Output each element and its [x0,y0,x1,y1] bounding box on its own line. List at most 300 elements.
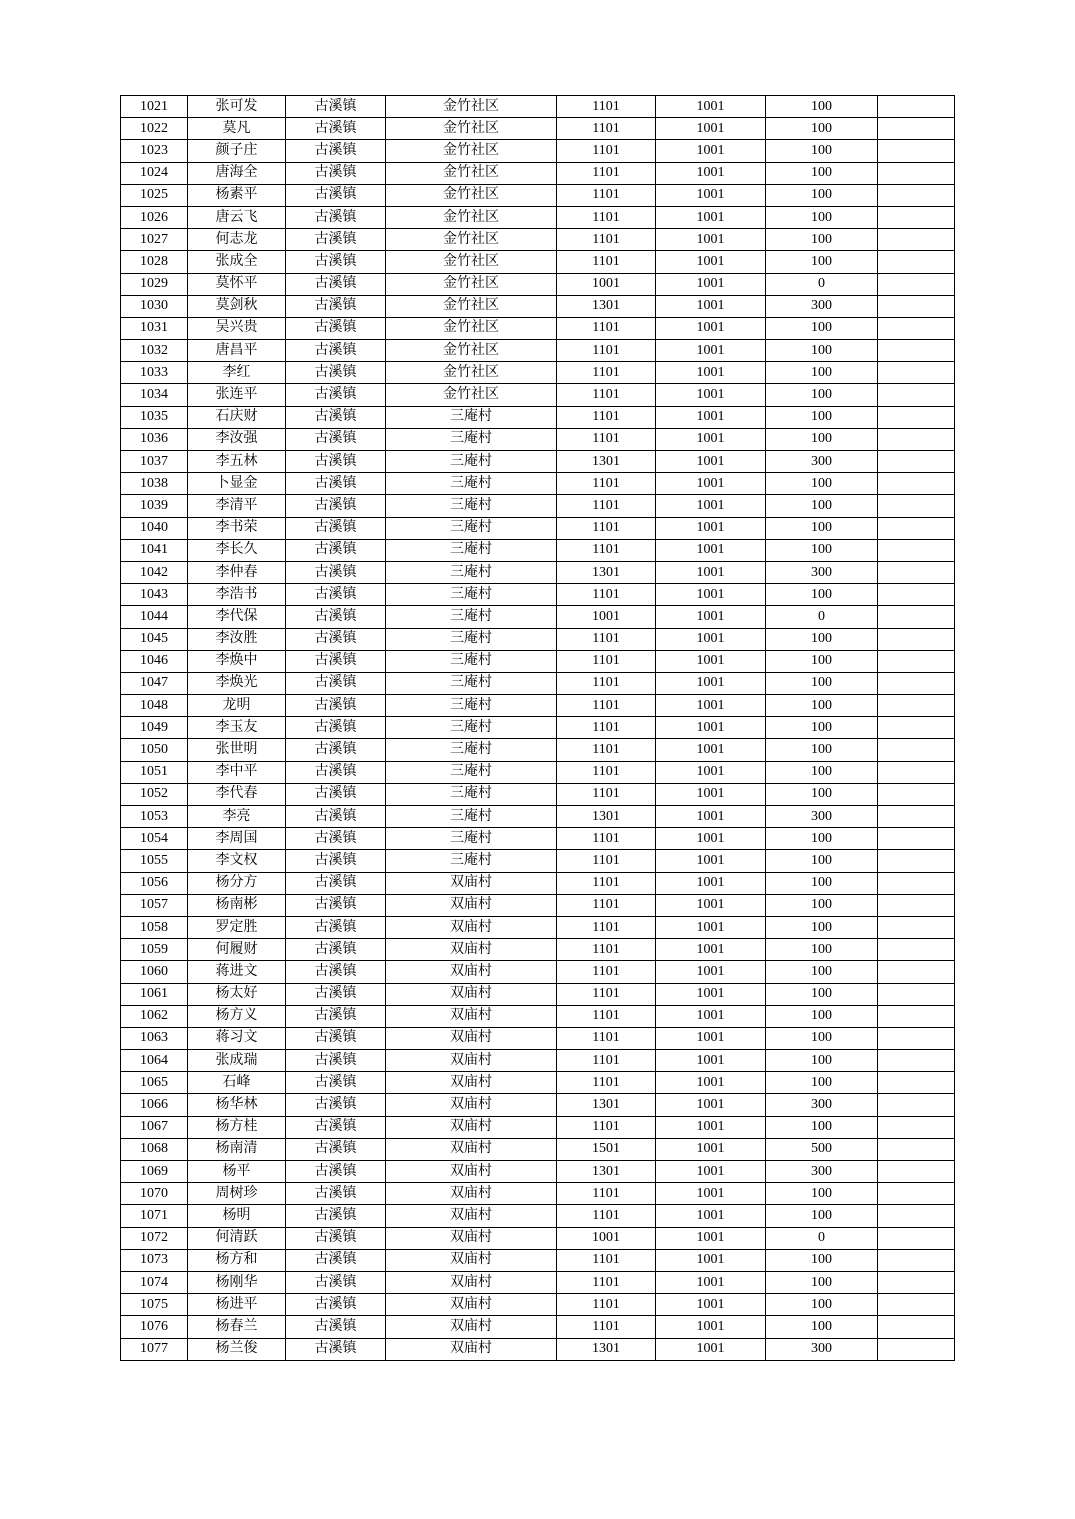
table-row [121,140,955,162]
cell-value2: 1001 [656,894,766,916]
cell-value3: 100 [766,495,878,517]
cell-value2: 1001 [656,118,766,140]
cell-empty [878,539,955,561]
table-row [121,162,955,184]
table-row [121,1094,955,1116]
cell-value3: 100 [766,1294,878,1316]
cell-value2: 1001 [656,1138,766,1160]
cell-village: 双庙村 [386,1050,557,1072]
cell-village: 三庵村 [386,495,557,517]
cell-value1: 1101 [557,1005,656,1027]
cell-name: 何志龙 [188,229,286,251]
cell-value2: 1001 [656,939,766,961]
table-row [121,1227,955,1249]
cell-value3: 100 [766,473,878,495]
table-row [121,916,955,938]
cell-village: 金竹社区 [386,162,557,184]
cell-empty [878,1271,955,1293]
cell-value1: 1301 [557,295,656,317]
cell-index: 1026 [121,206,188,228]
cell-index: 1024 [121,162,188,184]
cell-empty [878,406,955,428]
cell-village: 金竹社区 [386,295,557,317]
cell-index: 1021 [121,96,188,118]
cell-town: 古溪镇 [286,251,386,273]
cell-town: 古溪镇 [286,1050,386,1072]
cell-empty [878,1161,955,1183]
cell-index: 1058 [121,916,188,938]
cell-village: 三庵村 [386,717,557,739]
cell-empty [878,1094,955,1116]
cell-name: 李代保 [188,606,286,628]
cell-town: 古溪镇 [286,362,386,384]
cell-name: 李五林 [188,451,286,473]
table-row [121,961,955,983]
cell-index: 1055 [121,850,188,872]
table-row [121,739,955,761]
cell-village: 双庙村 [386,872,557,894]
cell-index: 1030 [121,295,188,317]
table-row [121,1072,955,1094]
cell-empty [878,1005,955,1027]
cell-value1: 1101 [557,983,656,1005]
cell-value3: 100 [766,539,878,561]
cell-index: 1035 [121,406,188,428]
cell-town: 古溪镇 [286,1183,386,1205]
cell-value2: 1001 [656,961,766,983]
table-row [121,1249,955,1271]
cell-name: 唐海全 [188,162,286,184]
cell-value1: 1301 [557,561,656,583]
table-row [121,1183,955,1205]
cell-town: 古溪镇 [286,1316,386,1338]
cell-value1: 1101 [557,340,656,362]
cell-index: 1057 [121,894,188,916]
cell-value3: 100 [766,761,878,783]
cell-village: 三庵村 [386,406,557,428]
cell-empty [878,251,955,273]
cell-index: 1060 [121,961,188,983]
cell-index: 1039 [121,495,188,517]
cell-index: 1028 [121,251,188,273]
cell-value1: 1101 [557,473,656,495]
cell-name: 杨南清 [188,1138,286,1160]
cell-town: 古溪镇 [286,1072,386,1094]
cell-value1: 1101 [557,1294,656,1316]
cell-value2: 1001 [656,584,766,606]
cell-value1: 1101 [557,783,656,805]
cell-index: 1037 [121,451,188,473]
cell-town: 古溪镇 [286,206,386,228]
cell-name: 李亮 [188,806,286,828]
cell-value2: 1001 [656,1094,766,1116]
cell-empty [878,894,955,916]
cell-name: 龙明 [188,695,286,717]
cell-index: 1051 [121,761,188,783]
cell-index: 1040 [121,517,188,539]
cell-town: 古溪镇 [286,717,386,739]
cell-value3: 100 [766,96,878,118]
cell-value3: 100 [766,672,878,694]
cell-empty [878,428,955,450]
cell-town: 古溪镇 [286,1005,386,1027]
cell-village: 双庙村 [386,1294,557,1316]
cell-value1: 1101 [557,672,656,694]
cell-value2: 1001 [656,650,766,672]
cell-value3: 100 [766,916,878,938]
cell-empty [878,162,955,184]
cell-value3: 100 [766,428,878,450]
cell-value2: 1001 [656,1249,766,1271]
cell-value1: 1101 [557,206,656,228]
cell-town: 古溪镇 [286,850,386,872]
cell-value2: 1001 [656,828,766,850]
cell-value3: 100 [766,783,878,805]
cell-village: 双庙村 [386,1183,557,1205]
cell-empty [878,939,955,961]
cell-name: 蒋习文 [188,1027,286,1049]
cell-value2: 1001 [656,983,766,1005]
table-row [121,672,955,694]
cell-value1: 1301 [557,1161,656,1183]
cell-name: 李代春 [188,783,286,805]
cell-index: 1044 [121,606,188,628]
cell-value1: 1101 [557,717,656,739]
table-row [121,806,955,828]
cell-town: 古溪镇 [286,96,386,118]
cell-name: 蒋进文 [188,961,286,983]
cell-town: 古溪镇 [286,1138,386,1160]
cell-value2: 1001 [656,739,766,761]
table-row [121,473,955,495]
cell-value2: 1001 [656,1183,766,1205]
cell-index: 1062 [121,1005,188,1027]
cell-name: 张连平 [188,384,286,406]
cell-value3: 100 [766,1316,878,1338]
table-row [121,229,955,251]
cell-index: 1053 [121,806,188,828]
cell-town: 古溪镇 [286,828,386,850]
cell-name: 杨明 [188,1205,286,1227]
cell-value1: 1101 [557,495,656,517]
table-row [121,717,955,739]
table-row [121,695,955,717]
cell-town: 古溪镇 [286,650,386,672]
cell-empty [878,806,955,828]
cell-value2: 1001 [656,162,766,184]
cell-value2: 1001 [656,473,766,495]
cell-empty [878,695,955,717]
cell-value2: 1001 [656,251,766,273]
cell-value3: 100 [766,1050,878,1072]
cell-index: 1038 [121,473,188,495]
cell-empty [878,96,955,118]
cell-town: 古溪镇 [286,961,386,983]
cell-village: 三庵村 [386,828,557,850]
cell-value1: 1001 [557,606,656,628]
table-row [121,872,955,894]
cell-value3: 100 [766,828,878,850]
cell-value2: 1001 [656,451,766,473]
table-row [121,606,955,628]
cell-village: 双庙村 [386,1027,557,1049]
cell-town: 古溪镇 [286,1227,386,1249]
cell-index: 1072 [121,1227,188,1249]
table-row [121,118,955,140]
cell-value2: 1001 [656,717,766,739]
table-row [121,340,955,362]
cell-empty [878,828,955,850]
cell-value1: 1101 [557,184,656,206]
cell-value3: 100 [766,184,878,206]
cell-value1: 1101 [557,1249,656,1271]
cell-index: 1050 [121,739,188,761]
cell-village: 双庙村 [386,1249,557,1271]
cell-empty [878,317,955,339]
cell-value1: 1101 [557,406,656,428]
cell-village: 金竹社区 [386,340,557,362]
cell-town: 古溪镇 [286,495,386,517]
cell-town: 古溪镇 [286,1027,386,1049]
cell-value2: 1001 [656,1050,766,1072]
cell-value3: 100 [766,939,878,961]
cell-town: 古溪镇 [286,406,386,428]
cell-town: 古溪镇 [286,1294,386,1316]
cell-index: 1029 [121,273,188,295]
cell-value3: 300 [766,451,878,473]
cell-value1: 1101 [557,384,656,406]
cell-value1: 1101 [557,761,656,783]
cell-value2: 1001 [656,850,766,872]
cell-value2: 1001 [656,695,766,717]
cell-name: 杨春兰 [188,1316,286,1338]
cell-village: 金竹社区 [386,206,557,228]
cell-value2: 1001 [656,761,766,783]
cell-value1: 1101 [557,162,656,184]
cell-value3: 100 [766,340,878,362]
table-row [121,317,955,339]
cell-village: 三庵村 [386,473,557,495]
cell-village: 金竹社区 [386,273,557,295]
cell-name: 李浩书 [188,584,286,606]
cell-value3: 100 [766,695,878,717]
cell-value2: 1001 [656,916,766,938]
cell-value2: 1001 [656,1338,766,1360]
cell-village: 三庵村 [386,539,557,561]
cell-value2: 1001 [656,229,766,251]
cell-value2: 1001 [656,140,766,162]
cell-name: 李周国 [188,828,286,850]
cell-value3: 300 [766,295,878,317]
cell-index: 1022 [121,118,188,140]
cell-name: 石庆财 [188,406,286,428]
cell-value3: 500 [766,1138,878,1160]
cell-value2: 1001 [656,606,766,628]
cell-empty [878,783,955,805]
cell-value1: 1501 [557,1138,656,1160]
cell-town: 古溪镇 [286,473,386,495]
cell-town: 古溪镇 [286,539,386,561]
table-row [121,273,955,295]
cell-town: 古溪镇 [286,761,386,783]
cell-index: 1032 [121,340,188,362]
cell-value1: 1101 [557,1205,656,1227]
cell-empty [878,1183,955,1205]
cell-value3: 100 [766,1072,878,1094]
cell-index: 1077 [121,1338,188,1360]
table-row [121,983,955,1005]
cell-value3: 100 [766,894,878,916]
cell-village: 双庙村 [386,1072,557,1094]
cell-name: 周树珍 [188,1183,286,1205]
cell-value3: 100 [766,961,878,983]
table-row [121,451,955,473]
cell-value2: 1001 [656,340,766,362]
cell-value2: 1001 [656,872,766,894]
cell-town: 古溪镇 [286,1338,386,1360]
cell-village: 双庙村 [386,983,557,1005]
cell-index: 1027 [121,229,188,251]
cell-index: 1043 [121,584,188,606]
cell-name: 杨南彬 [188,894,286,916]
cell-value3: 100 [766,229,878,251]
cell-town: 古溪镇 [286,1116,386,1138]
cell-village: 三庵村 [386,517,557,539]
table-row [121,783,955,805]
cell-value1: 1101 [557,229,656,251]
cell-empty [878,584,955,606]
cell-village: 金竹社区 [386,251,557,273]
cell-empty [878,517,955,539]
table-row [121,1316,955,1338]
cell-value2: 1001 [656,1116,766,1138]
cell-value2: 1001 [656,1027,766,1049]
cell-village: 三庵村 [386,650,557,672]
cell-empty [878,606,955,628]
cell-index: 1073 [121,1249,188,1271]
cell-town: 古溪镇 [286,783,386,805]
cell-value3: 100 [766,717,878,739]
cell-town: 古溪镇 [286,295,386,317]
cell-village: 金竹社区 [386,384,557,406]
cell-village: 双庙村 [386,961,557,983]
cell-value2: 1001 [656,517,766,539]
cell-town: 古溪镇 [286,384,386,406]
cell-empty [878,1227,955,1249]
cell-index: 1071 [121,1205,188,1227]
cell-index: 1025 [121,184,188,206]
cell-town: 古溪镇 [286,695,386,717]
cell-town: 古溪镇 [286,1094,386,1116]
cell-empty [878,961,955,983]
cell-name: 张世明 [188,739,286,761]
cell-value1: 1101 [557,739,656,761]
table-row [121,206,955,228]
cell-value3: 100 [766,384,878,406]
cell-town: 古溪镇 [286,894,386,916]
cell-empty [878,761,955,783]
cell-name: 李焕光 [188,672,286,694]
cell-empty [878,1205,955,1227]
cell-value1: 1101 [557,628,656,650]
cell-name: 罗定胜 [188,916,286,938]
table-row [121,184,955,206]
table-row [121,1005,955,1027]
table-row [121,1205,955,1227]
cell-index: 1041 [121,539,188,561]
cell-value1: 1101 [557,1271,656,1293]
cell-empty [878,739,955,761]
cell-value1: 1301 [557,451,656,473]
cell-value2: 1001 [656,362,766,384]
cell-value3: 100 [766,1183,878,1205]
cell-value2: 1001 [656,539,766,561]
table-row [121,295,955,317]
cell-name: 莫剑秋 [188,295,286,317]
cell-value2: 1001 [656,1205,766,1227]
table-row [121,850,955,872]
cell-name: 张成全 [188,251,286,273]
cell-empty [878,872,955,894]
cell-index: 1066 [121,1094,188,1116]
table-row [121,1050,955,1072]
cell-village: 双庙村 [386,1005,557,1027]
cell-name: 杨分方 [188,872,286,894]
cell-village: 三庵村 [386,672,557,694]
cell-village: 金竹社区 [386,96,557,118]
cell-value1: 1101 [557,828,656,850]
cell-village: 双庙村 [386,1271,557,1293]
cell-value1: 1101 [557,850,656,872]
cell-town: 古溪镇 [286,983,386,1005]
cell-value3: 100 [766,1005,878,1027]
cell-village: 金竹社区 [386,140,557,162]
cell-value3: 300 [766,1161,878,1183]
cell-index: 1036 [121,428,188,450]
cell-town: 古溪镇 [286,628,386,650]
cell-empty [878,1050,955,1072]
cell-village: 双庙村 [386,894,557,916]
cell-empty [878,850,955,872]
cell-value1: 1101 [557,1072,656,1094]
cell-empty [878,1294,955,1316]
table-row [121,561,955,583]
cell-village: 金竹社区 [386,362,557,384]
cell-village: 双庙村 [386,916,557,938]
cell-index: 1056 [121,872,188,894]
table-row [121,894,955,916]
cell-town: 古溪镇 [286,916,386,938]
table-row [121,650,955,672]
cell-value1: 1101 [557,428,656,450]
cell-value3: 100 [766,739,878,761]
cell-empty [878,362,955,384]
cell-name: 杨进平 [188,1294,286,1316]
cell-index: 1069 [121,1161,188,1183]
cell-town: 古溪镇 [286,517,386,539]
cell-town: 古溪镇 [286,606,386,628]
cell-empty [878,118,955,140]
cell-value1: 1101 [557,894,656,916]
cell-empty [878,628,955,650]
cell-index: 1042 [121,561,188,583]
cell-town: 古溪镇 [286,451,386,473]
cell-village: 双庙村 [386,939,557,961]
cell-index: 1061 [121,983,188,1005]
cell-index: 1052 [121,783,188,805]
cell-village: 金竹社区 [386,184,557,206]
table-row [121,406,955,428]
